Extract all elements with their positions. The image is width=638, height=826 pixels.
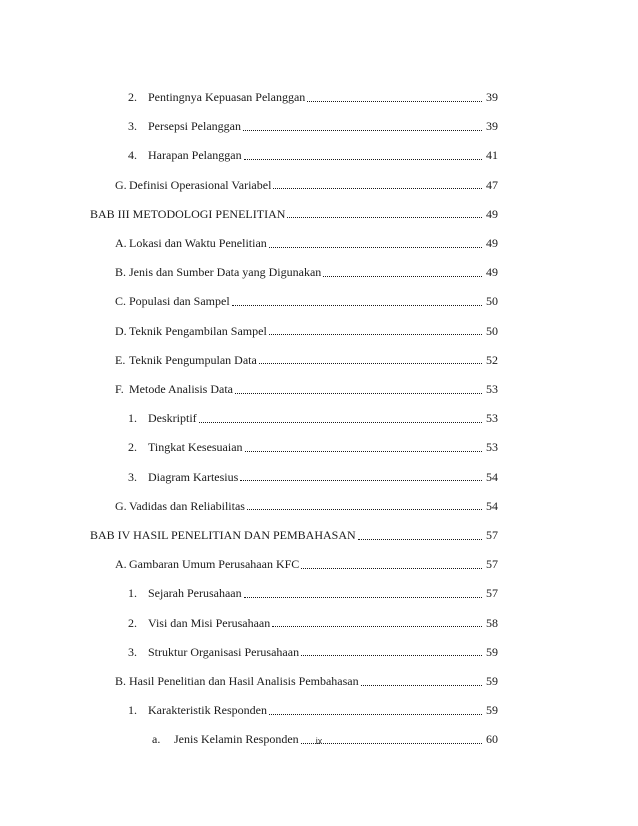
toc-entry-number: D.: [115, 323, 127, 338]
toc-entry-number: 2.: [128, 90, 137, 104]
toc-entry-title: Teknik Pengambilan Sampel: [129, 323, 267, 338]
toc-entry-title: Karakteristik Responden: [148, 703, 267, 718]
toc-dot-leader: [301, 655, 482, 656]
toc-entry-title: Visi dan Misi Perusahaan: [148, 615, 271, 630]
toc-entry-title: Vadidas dan Reliabilitas: [129, 498, 245, 513]
toc-entry-number: 1.: [128, 703, 137, 718]
toc-entry-page: 59: [486, 644, 498, 659]
toc-dot-leader: [240, 480, 482, 481]
toc-dot-leader: [323, 276, 482, 277]
toc-entry: [115, 291, 498, 311]
toc-dot-leader: [199, 422, 482, 423]
toc-entry-title: Deskriptif: [148, 411, 197, 426]
toc-entry-page: 57: [486, 557, 498, 572]
toc-entry-page: 59: [486, 703, 498, 718]
toc-entry-title: Lokasi dan Waktu Penelitian: [129, 236, 267, 250]
toc-entry-page: 53: [486, 382, 498, 396]
toc-dot-leader: [232, 305, 482, 306]
toc-entry-title: Populasi dan Sampel: [129, 294, 230, 309]
toc-entry-title: Definisi Operasional Variabel: [129, 177, 272, 192]
toc-entry-page: 53: [486, 411, 498, 426]
toc-dot-leader: [244, 159, 482, 160]
toc-entry: [115, 175, 498, 195]
toc-dot-leader: [272, 626, 482, 627]
toc-entry-page: 54: [486, 498, 498, 513]
toc-entry: [128, 700, 498, 720]
toc-entry-page: 60: [486, 732, 498, 747]
toc-entry-title: Diagram Kartesius: [148, 469, 239, 484]
toc-entry-title: Jenis Kelamin Responden: [174, 732, 299, 747]
toc-dot-leader: [361, 685, 482, 686]
toc-dot-leader: [235, 393, 482, 394]
toc-entry-page: 52: [486, 352, 498, 367]
toc-entry-number: B.: [115, 674, 127, 688]
toc-entry-number: G.: [115, 498, 127, 513]
toc-entry-title: Harapan Pelanggan: [148, 148, 242, 163]
toc-entry-number: a.: [152, 732, 161, 747]
toc-entry: [115, 350, 498, 370]
toc-entry-title: Sejarah Perusahaan: [148, 586, 242, 601]
toc-entry-page: 57: [486, 528, 498, 542]
toc-entry-number: B.: [115, 265, 127, 280]
toc-entry-page: 59: [486, 674, 498, 688]
toc-entry-number: 3.: [128, 469, 137, 484]
toc-entry-page: 58: [486, 615, 498, 630]
toc-entry: [115, 262, 498, 282]
toc-entry-page: 54: [486, 469, 498, 484]
toc-dot-leader: [269, 334, 482, 335]
toc-dot-leader: [243, 130, 482, 131]
toc-entry-title: Tingkat Kesesuaian: [148, 440, 243, 455]
toc-entry: [115, 233, 498, 253]
toc-entry-title: Gambaran Umum Perusahaan KFC: [129, 557, 300, 572]
toc-entry-title: Struktur Organisasi Perusahaan: [148, 644, 300, 659]
toc-entry: [115, 496, 498, 516]
toc-entry: [115, 671, 498, 691]
toc-entry: [90, 525, 498, 545]
toc-entry-number: 3.: [128, 644, 137, 659]
toc-entry-page: 50: [486, 294, 498, 309]
toc-entry-title: BAB IV HASIL PENELITIAN DAN PEMBAHASAN: [90, 528, 356, 542]
toc-entry-number: 1.: [128, 586, 137, 601]
toc-entry: [128, 642, 498, 662]
toc-entry: [115, 379, 498, 399]
toc-entry-page: 47: [486, 177, 498, 192]
toc-entry-title: Metode Analisis Data: [129, 382, 233, 396]
toc-entry-number: C.: [115, 294, 127, 309]
toc-entry-title: Pentingnya Kepuasan Pelanggan: [148, 90, 306, 104]
toc-entry-number: 4.: [128, 148, 137, 163]
toc-entry-number: 1.: [128, 411, 137, 426]
toc-entry: [128, 145, 498, 165]
toc-entry: [128, 467, 498, 487]
toc-entry: [128, 87, 498, 107]
toc-dot-leader: [245, 451, 482, 452]
toc-entry-number: E.: [115, 352, 126, 367]
toc-dot-leader: [358, 539, 482, 540]
toc-entry-number: F.: [115, 382, 124, 396]
toc-dot-leader: [247, 509, 482, 510]
toc-dot-leader: [301, 568, 482, 569]
toc-dot-leader: [259, 363, 482, 364]
toc-entry: [128, 437, 498, 457]
toc-dot-leader: [307, 101, 482, 102]
toc-entry: [128, 583, 498, 603]
toc-entry-page: 57: [486, 586, 498, 601]
toc-entry-title: Persepsi Pelanggan: [148, 119, 241, 134]
toc-entry-number: 3.: [128, 119, 137, 134]
toc-dot-leader: [244, 597, 482, 598]
toc-entry-number: G.: [115, 177, 127, 192]
toc-entry-page: 39: [486, 90, 498, 104]
toc-entry-number: 2.: [128, 440, 137, 455]
toc-dot-leader: [273, 188, 482, 189]
toc-entry-number: 2.: [128, 615, 137, 630]
toc-entry-title: BAB III METODOLOGI PENELITIAN: [90, 206, 286, 221]
toc-entry: [115, 321, 498, 341]
toc-entry-number: A.: [115, 557, 127, 572]
toc-entry-title: Hasil Penelitian dan Hasil Analisis Pembahasan: [129, 674, 359, 688]
toc-dot-leader: [287, 217, 482, 218]
toc-entry-page: 49: [486, 236, 498, 250]
toc-entry: [128, 613, 498, 633]
toc-entry-page: 49: [486, 265, 498, 280]
toc-entry: [115, 554, 498, 574]
toc-entry: [90, 204, 498, 224]
toc-entry-title: Teknik Pengumpulan Data: [129, 352, 257, 367]
toc-entry-title: Jenis dan Sumber Data yang Digunakan: [129, 265, 322, 280]
toc-entry-page: 50: [486, 323, 498, 338]
toc-entry: [128, 116, 498, 136]
toc-entry-number: A.: [115, 236, 127, 250]
page-number: ix: [315, 736, 323, 746]
toc-dot-leader: [269, 247, 482, 248]
toc-entry-page: 39: [486, 119, 498, 134]
toc-dot-leader: [269, 714, 482, 715]
toc-entry: [128, 408, 498, 428]
toc-entry-page: 49: [486, 206, 498, 221]
toc-entry-page: 53: [486, 440, 498, 455]
toc-entry-page: 41: [486, 148, 498, 163]
